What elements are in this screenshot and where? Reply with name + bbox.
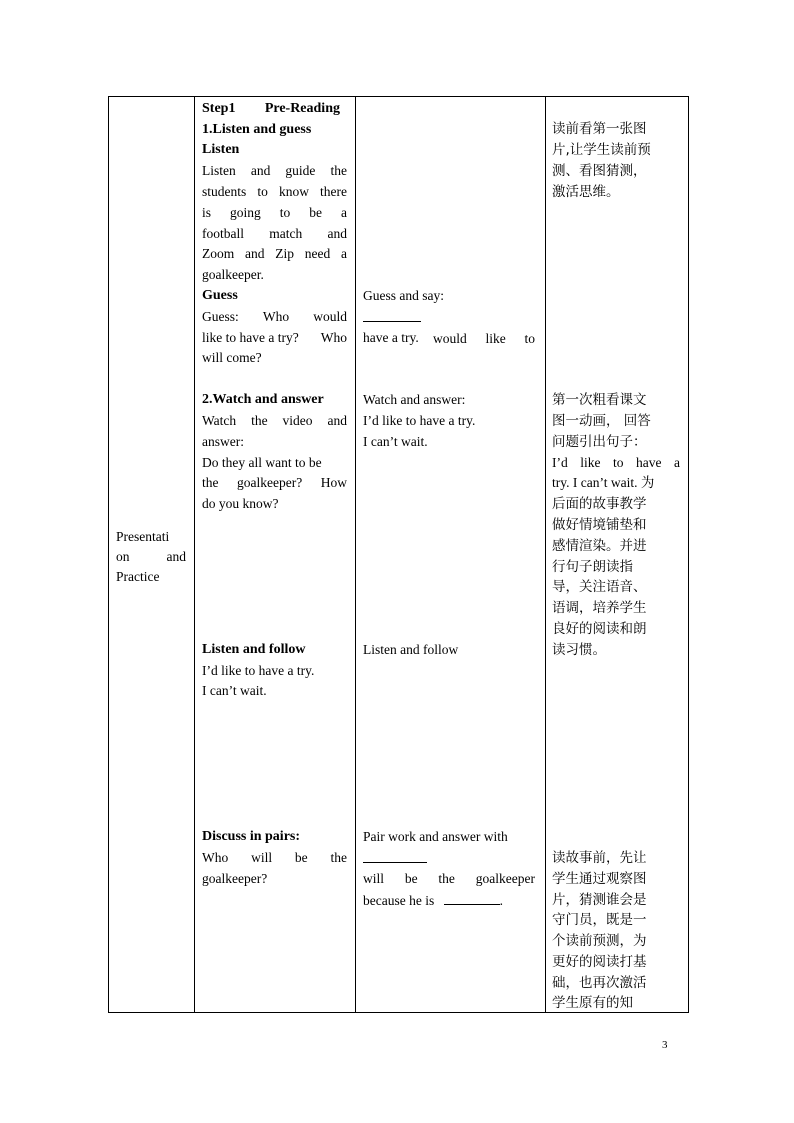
table-row	[109, 97, 689, 1013]
watch-answer-line: Watch and answer:	[363, 392, 466, 407]
intent-line: 做好情境铺垫和	[552, 517, 647, 533]
step-title: Step1 Pre-Reading	[202, 101, 340, 116]
intent-line: 测、看图猜测，	[552, 163, 647, 179]
intent-line: 守门员，既是一	[552, 912, 647, 928]
watch-text-line: the goalkeeper? How	[202, 475, 347, 490]
pair-work-line: will be the goalkeeper	[363, 871, 535, 886]
intent-line: 行句子朗读指	[552, 559, 633, 575]
lesson-plan-table	[108, 96, 689, 1013]
pair-work-blank-line	[363, 848, 427, 870]
discuss-text-line: Who will be the	[202, 850, 347, 865]
watch-text-line: answer:	[202, 434, 244, 449]
intent-line: 良好的阅读和朗	[552, 621, 647, 637]
intent-line: 础，也再次激活	[552, 975, 647, 991]
pair-work-line: Pair work and answer with	[363, 829, 508, 844]
listen-text-line: students to know there	[202, 184, 347, 199]
watch-text-line: Do they all want to be	[202, 455, 322, 470]
discuss-heading: Discuss in pairs:	[202, 829, 301, 844]
watch-text-line: Watch the video and	[202, 413, 347, 428]
intent-line: 片,让学生读前预	[552, 142, 651, 158]
follow-text-line: I can’t wait.	[202, 683, 267, 698]
follow-text-line: I’d like to have a try.	[202, 663, 315, 678]
guess-text-line: like to have a try? Who	[202, 330, 347, 345]
intent-line: 第一次粗看课文	[552, 392, 647, 408]
discuss-text-line: goalkeeper?	[202, 871, 268, 886]
guess-text-line: will come?	[202, 350, 262, 365]
intent-line: 学生原有的知	[552, 995, 633, 1011]
guess-say-line-2: would like to	[363, 307, 535, 329]
watch-text-line: do you know?	[202, 496, 279, 511]
stage-line-1: Presentati	[116, 529, 170, 544]
stage-line-2: on and	[116, 549, 186, 564]
watch-answer-line: I’d like to have a try.	[363, 413, 476, 428]
intent-line: 学生通过观察图	[552, 871, 647, 887]
intent-line: 图一动画， 回答	[552, 413, 651, 429]
guess-say-line: Guess and say:	[363, 288, 444, 303]
listen-text-line: football match and	[202, 226, 347, 241]
watch-heading: 2.Watch and answer	[202, 392, 324, 407]
listen-text-line: Listen and guide the	[202, 163, 347, 178]
intent-line: 读故事前，先让	[552, 850, 647, 866]
intent-line: 个读前预测，为	[552, 933, 647, 949]
listen-follow-line: Listen and follow	[363, 642, 459, 657]
answer-blank	[363, 307, 421, 322]
intent-line: 激活思维。	[552, 184, 620, 200]
listen-text-line: Zoom and Zip need a	[202, 246, 347, 261]
pair-work-line: because he is .	[363, 890, 503, 912]
follow-heading: Listen and follow	[202, 642, 306, 657]
intent-line: 感情渲染。并进	[552, 538, 647, 554]
intent-line: try. I can’t wait. 为	[552, 475, 655, 490]
intent-line: 问题引出句子：	[552, 434, 647, 450]
intent-line: 导，关注语音、	[552, 579, 647, 595]
design-intent-cell	[546, 97, 689, 1013]
intent-line: I’d like to have a	[552, 455, 680, 470]
answer-blank	[444, 890, 500, 905]
teacher-activity-cell	[195, 97, 356, 1013]
watch-answer-line: I can’t wait.	[363, 434, 428, 449]
guess-text-line: Guess: Who would	[202, 309, 347, 324]
intent-line: 更好的阅读打基	[552, 954, 647, 970]
intent-line: 片，猜测谁会是	[552, 892, 647, 908]
intent-line: 读前看第一张图	[552, 121, 647, 137]
stage-line-3: Practice	[116, 569, 160, 584]
listen-heading: Listen	[202, 142, 240, 157]
listen-text-line: goalkeeper.	[202, 267, 264, 282]
student-activity-cell	[356, 97, 546, 1013]
intent-line: 读习惯。	[552, 642, 606, 658]
answer-blank	[363, 848, 427, 863]
listen-text-line: is going to be a	[202, 205, 347, 220]
guess-heading: Guess	[202, 288, 238, 303]
intent-line: 后面的故事教学	[552, 496, 647, 512]
page-number: 3	[662, 1039, 668, 1051]
listen-guess-heading: 1.Listen and guess	[202, 122, 312, 137]
guess-say-line-3: have a try.	[363, 330, 419, 345]
intent-line: 语调，培养学生	[552, 600, 647, 616]
stage-cell	[109, 97, 195, 1013]
